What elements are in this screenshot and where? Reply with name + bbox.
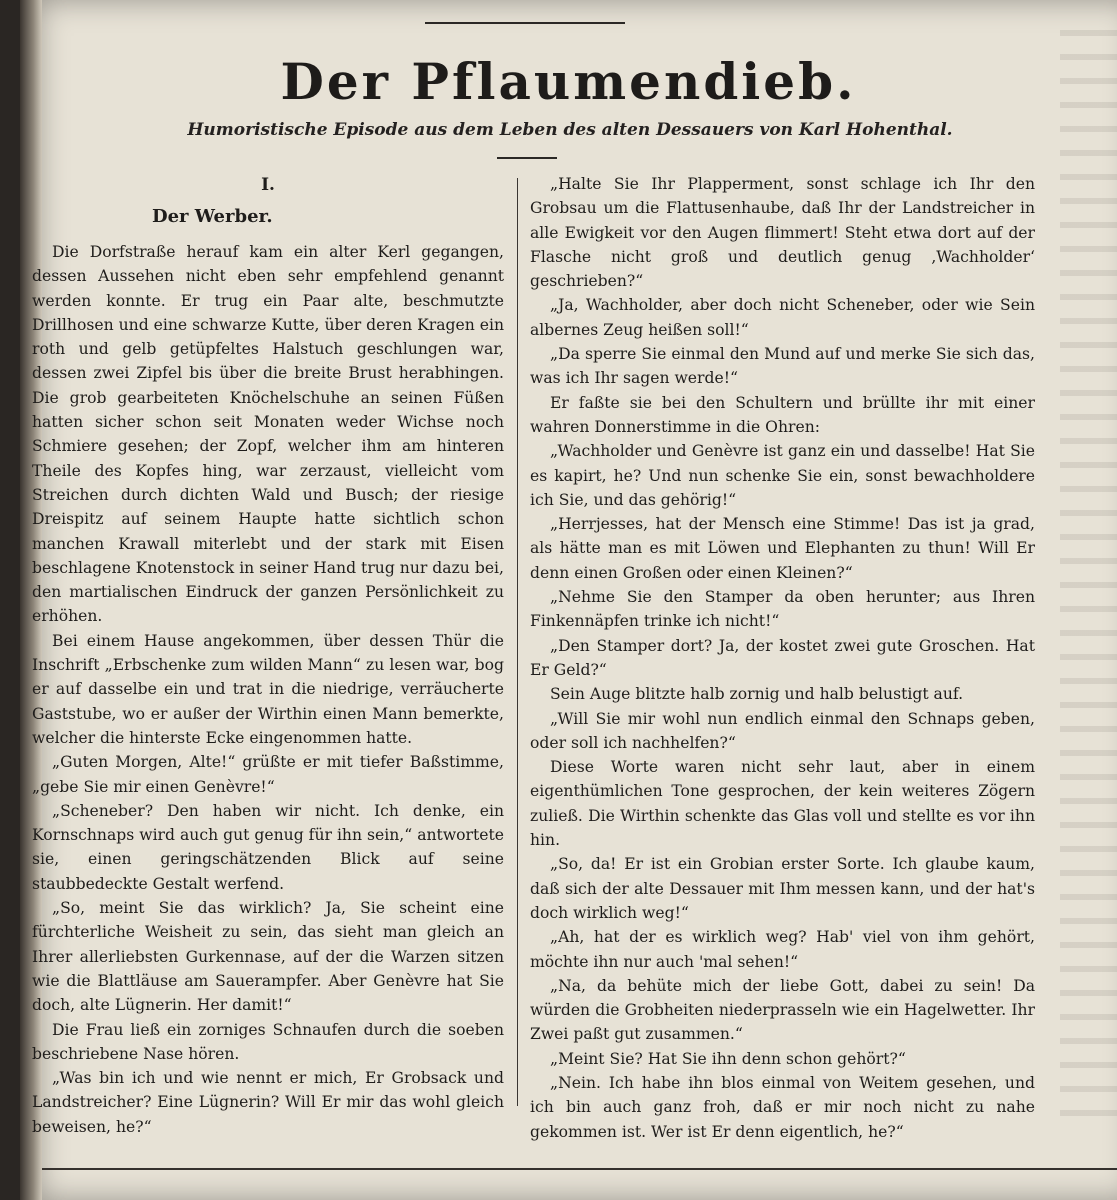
left-column [32,172,504,1139]
paragraph: „Nein. Ich habe ihn blos einmal von Weitem gesehen, und ich bin auch ganz froh, daß er mir noch nicht zu nahe gekommen ist. Wer ist Er denn eigentlich, he?“ [530,1073,1035,1141]
paragraph: „Herrjesses, hat der Mensch eine Stimme! Das ist ja grad, als hätte man es mit Löwen und Elephanten zu thun! Will Er denn einen Großen oder einen Kleinen?“ [530,515,1035,582]
paragraph: „Da sperre Sie einmal den Mund auf und merke Sie sich das, was ich Ihr sagen werde!“ [530,345,1035,388]
paragraph: Diese Worte waren nicht sehr laut, aber in einem eigenthümlichen Tone gesprochen, der kein weiteres Zögern zuließ. Die Wirthin schenkte das Glas voll und stellte es vor ihn hin. [530,758,1035,850]
paragraph: „Will Sie mir wohl nun endlich einmal den Schnaps geben, oder soll ich nachhelfen?“ [530,709,1035,752]
subtitle-rule [497,157,557,159]
column-divider [517,178,518,1106]
paragraph: „Guten Morgen, Alte!“ grüßte er mit tiefer Baßstimme, „gebe Sie mir einen Genèvre!“ [32,753,504,796]
paragraph: „Halte Sie Ihr Plapperment, sonst schlage ich Ihr den Grobsau um die Flattusenhaube, daß Ihr der Landstreicher in alle Ewigkeit vor den Augen flimmert! Steht etwa dort auf der Flasche nicht groß und deutlich genug ‚Wachholder‘ geschrieben?“ [530,175,1035,291]
article-subtitle: Humoristische Episode aus dem Leben des alten Dessauers von Karl Hohenthal. [187,120,953,140]
paragraph: „Ja, Wachholder, aber doch nicht Scheneber, oder wie Sein albernes Zeug heißen soll!“ [530,296,1035,339]
paragraph: Sein Auge blitzte halb zornig und halb belustigt auf. [550,685,964,704]
paragraph: „So, meint Sie das wirklich? Ja, Sie scheint eine fürchterliche Weisheit zu sein, das sieht man gleich an Ihrer allerliebsten Gurkennase, auf der die Warzen sitzen wie die Blattläuse am Sauerampfer. Aber Genèvre hat Sie doch, alte Lügnerin. Her damit!“ [32,899,504,1015]
paragraph: Er faßte sie bei den Schultern und brüllte ihr mit einer wahren Donnerstimme in die Ohren: [530,393,1035,436]
bleed-through-text [1060,30,1117,1130]
paragraph: „Ah, hat der es wirklich weg? Hab' viel von ihm gehört, möchte ihn nur auch 'mal sehen!“ [530,928,1035,971]
paragraph: „Was bin ich und wie nennt er mich, Er Grobsack und Landstreicher? Eine Lügnerin? Will Er mir das wohl gleich beweisen, he?“ [32,1069,504,1136]
book-page [20,0,1117,1200]
paragraph: „So, da! Er ist ein Grobian erster Sorte. Ich glaube kaum, daß sich der alte Dessauer mit Ihm messen kann, und der hat's doch wirklich weg!“ [530,855,1035,922]
paragraph: „Scheneber? Den haben wir nicht. Ich denke, ein Kornschnaps wird auch gut genug für ihn sein,“ antwortete sie, einen geringschätzenden Blick auf seine staubbedeckte Gestalt werfend. [32,801,504,893]
paragraph: „Na, da behüte mich der liebe Gott, dabei zu sein! Da würden die Grobheiten niederprasseln wie ein Hagelwetter. Ihr Zwei paßt gut zusammen.“ [530,976,1035,1044]
paragraph: Bei einem Hause angekommen, über dessen Thür die Inschrift „Erbschenke zum wilden Mann“ zu lesen war, bog er auf dasselbe ein und trat in die niedrige, verräucherte Gaststube, wo er außer der Wirthin einen Mann bemerkte, welcher die hinterste Ecke eingenommen hatte. [32,631,504,747]
paragraph: „Meint Sie? Hat Sie ihn denn schon gehört?“ [550,1049,906,1068]
article-title: Der Pflaumendieb. [280,52,857,111]
paragraph: „Nehme Sie den Stamper da oben herunter; aus Ihren Finkennäpfen trinke ich nicht!“ [530,588,1035,631]
paragraph: Die Dorfstraße herauf kam ein alter Kerl gegangen, dessen Aussehen nicht eben sehr empfehlend genannt werden konnte. Er trug ein Paar alte, beschmutzte Drillhosen und eine schwarze Kutte, über deren Kragen ein roth und gelb getüpfeltes Halstuch geschlungen war, dessen zwei Zipfel bis über die breite Brust herabhingen. Die grob gearbeiteten Knöchelschuhe an seinen Füßen hatten sicher schon seit Monaten weder Wichse noch Schmiere gesehen; der Zopf, welcher ihm am hinteren Theile des Kopfes hing, war zerzaust, vielleicht vom Streichen durch dichten Wald und Busch; der riesige Dreispitz auf seinem Haupte hatte sichtlich schon manchen Krawall miterlebt und der stark mit Eisen beschlagene Knotenstock in seiner Hand trug nur dazu bei, den martialischen Eindruck der ganzen Persönlichkeit zu erhöhen. [32,243,504,626]
bottom-rule [42,1168,1117,1170]
chapter-title: Der Werber. [152,206,273,227]
top-rule [425,22,625,24]
paragraph: Die Frau ließ ein zorniges Schnaufen durch die soeben beschriebene Nase hören. [32,1020,504,1063]
paragraph: „Den Stamper dort? Ja, der kostet zwei gute Groschen. Hat Er Geld?“ [530,636,1035,679]
section-number: I. [261,175,275,195]
paragraph: „Wachholder und Genèvre ist ganz ein und dasselbe! Hat Sie es kapirt, he? Und nun schenke Sie ein, sonst bewachholdere ich Sie, und das gehörig!“ [530,442,1035,509]
right-column [530,172,1035,1144]
